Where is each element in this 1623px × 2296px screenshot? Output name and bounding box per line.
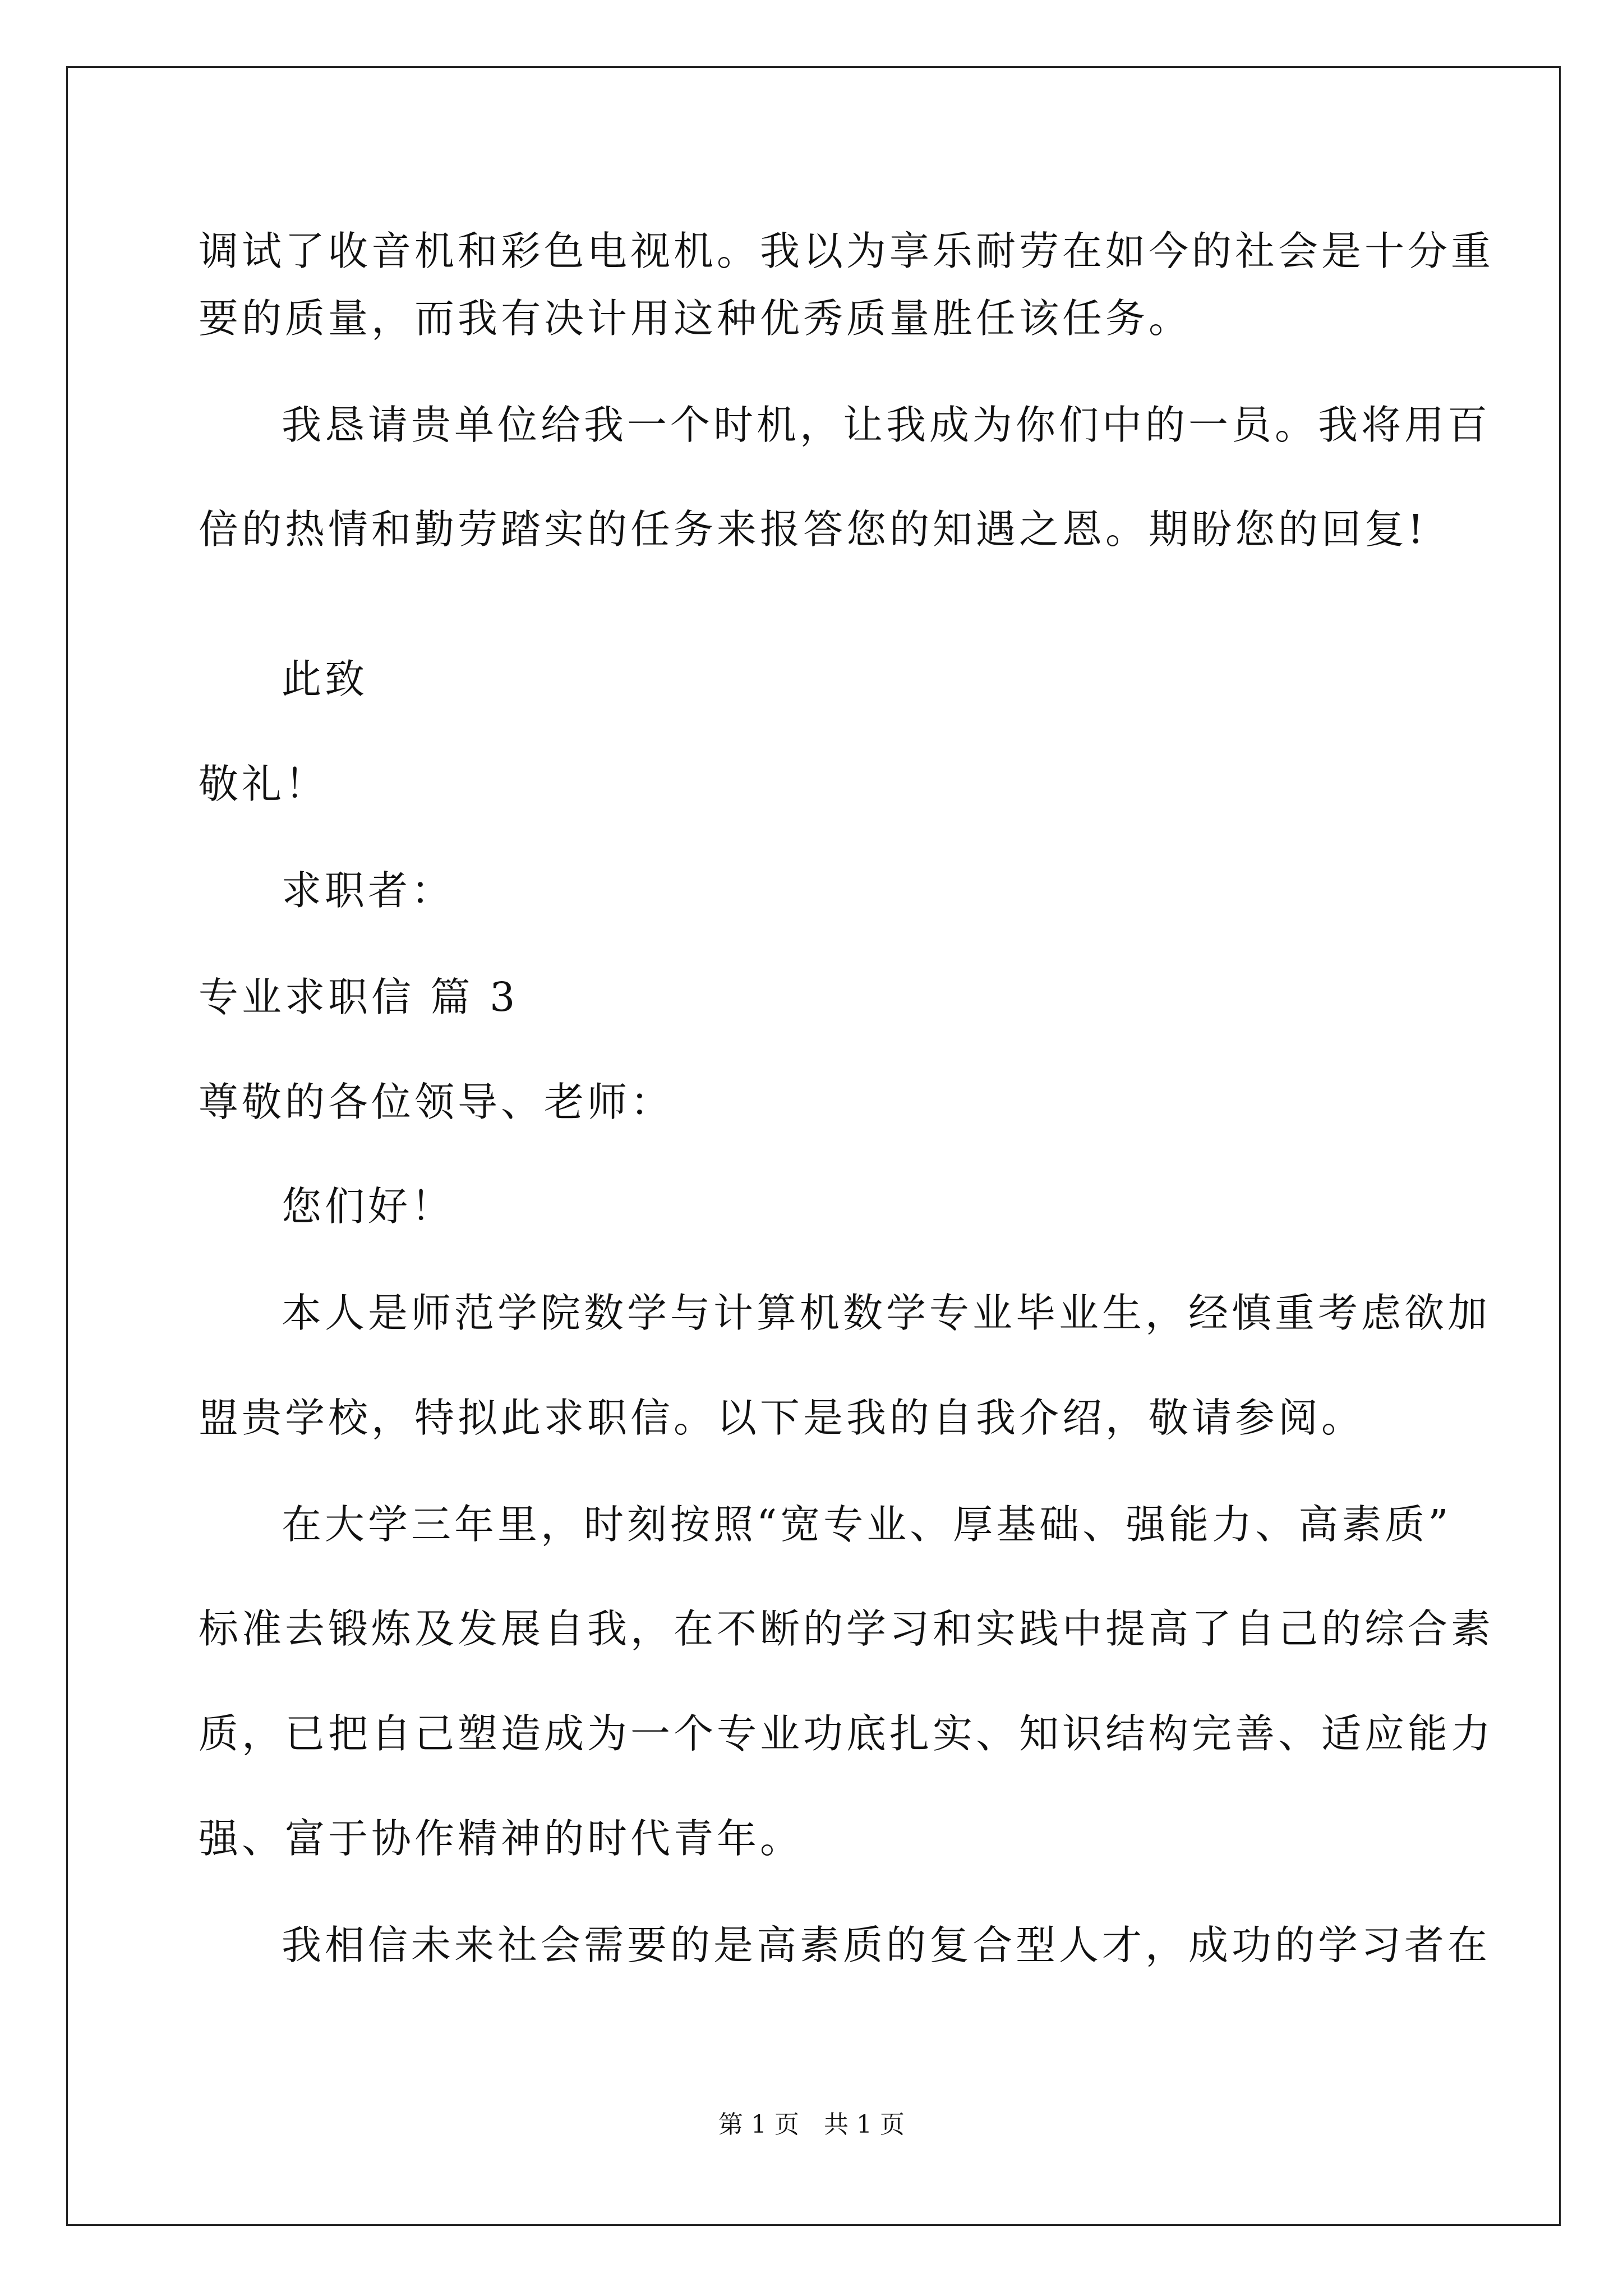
paragraph-line: 我恳请贵单位给我一个时机，让我成为你们中的一员。我将用百: [282, 402, 1491, 448]
paragraph-line: 我相信未来社会需要的是高素质的复合型人才，成功的学习者在: [282, 1922, 1491, 1968]
paragraph-line: 强、富于协作精神的时代青年。: [199, 1815, 804, 1862]
closing-salutation: 此致: [282, 656, 368, 702]
paragraph-line: 倍的热情和勤劳踏实的任务来报答您的知遇之恩。期盼您的回复!: [199, 506, 1427, 553]
paragraph-line: 盟贵学校，特拟此求职信。以下是我的自我介绍，敬请参阅。: [199, 1395, 1365, 1441]
paragraph-line: 调试了收音机和彩色电视机。我以为享乐耐劳在如今的社会是十分重: [199, 228, 1495, 274]
greeting-line: 尊敬的各位领导、老师：: [199, 1079, 674, 1125]
closing-respect: 敬礼！: [199, 761, 329, 807]
page-footer: 第 1 页 共 1 页: [718, 2110, 905, 2139]
paragraph-line: 质，已把自己塑造成为一个专业功底扎实、知识结构完善、适应能力: [199, 1710, 1495, 1757]
paragraph-line: 标准去锻炼及发展自我，在不断的学习和实践中提高了自己的综合素: [199, 1605, 1495, 1652]
page-border: [66, 66, 1561, 2226]
paragraph-line: 在大学三年里，时刻按照“宽专业、厚基础、强能力、高素质”: [282, 1501, 1452, 1548]
section-heading: 专业求职信 篇 3: [199, 974, 519, 1020]
signature-label: 求职者：: [282, 867, 455, 914]
greeting-hello: 您们好！: [282, 1183, 455, 1230]
paragraph-line: 要的质量，而我有决计用这种优秀质量胜任该任务。: [199, 295, 1192, 342]
paragraph-line: 本人是师范学院数学与计算机数学专业毕业生，经慎重考虑欲加: [282, 1290, 1491, 1336]
